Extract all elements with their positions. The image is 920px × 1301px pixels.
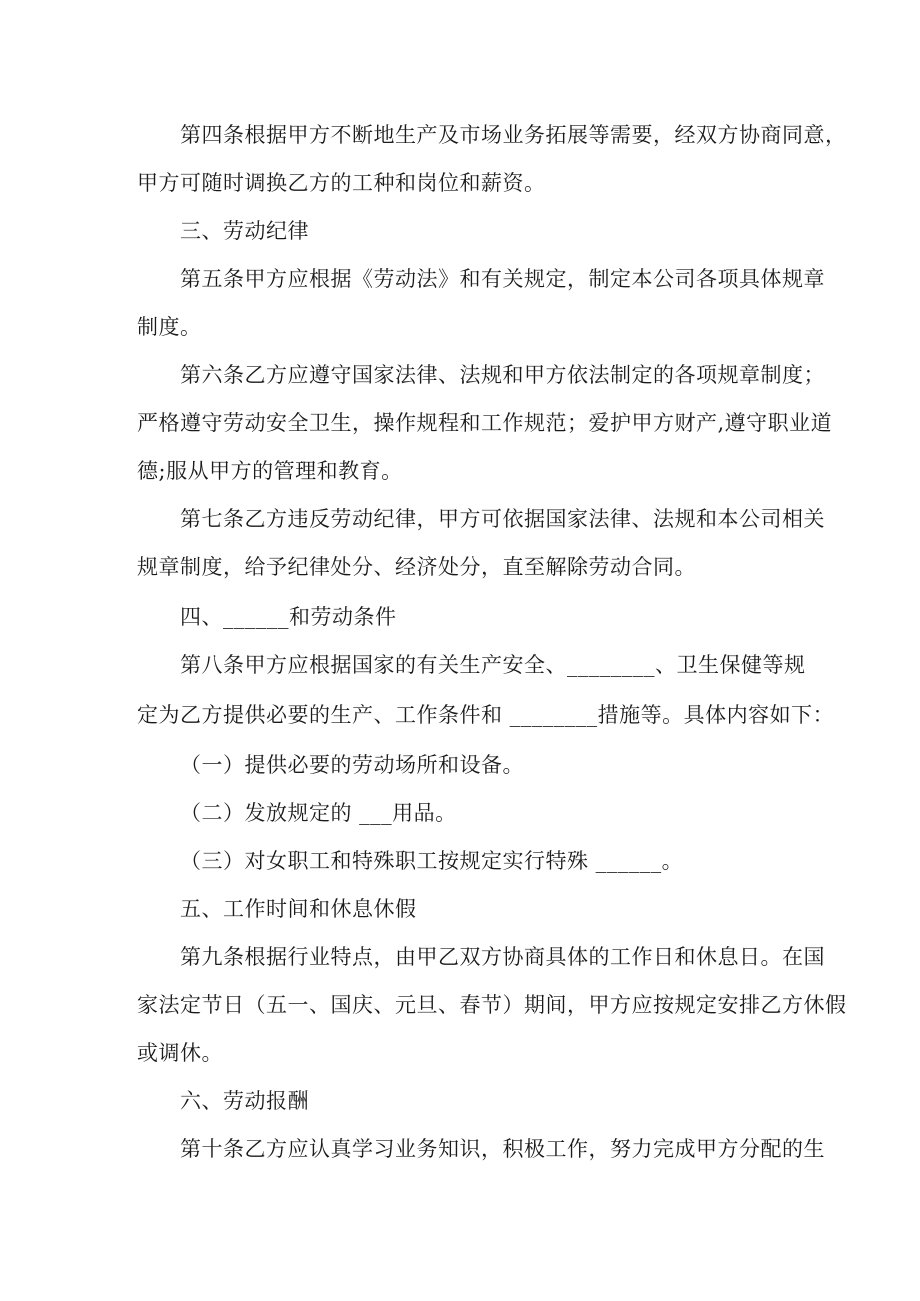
section-heading-labor-discipline: 三、劳动纪律 xyxy=(180,219,309,243)
article-9-line-2: 家法定节日（五一、国庆、元旦、春节）期间，甲方应按规定安排乙方休假 xyxy=(137,993,847,1017)
article-9-line-3: 或调休。 xyxy=(137,1041,223,1065)
article-4-line-1: 第四条根据甲方不断地生产及市场业务拓展等需要，经双方协商同意， xyxy=(180,123,847,147)
list-item-3: （三）对女职工和特殊职工按规定实行特殊 ______。 xyxy=(180,849,684,873)
article-7-line-2: 规章制度，给予纪律处分、经济处分，直至解除劳动合同。 xyxy=(137,555,696,579)
article-8-line-2: 定为乙方提供必要的生产、工作条件和 ________措施等。具体内容如下： xyxy=(137,703,835,727)
article-7-line-1: 第七条乙方违反劳动纪律，甲方可依据国家法律、法规和本公司相关 xyxy=(180,507,825,531)
section-heading-working-hours: 五、工作时间和休息休假 xyxy=(180,897,417,921)
section-heading-working-conditions: 四、______和劳动条件 xyxy=(180,605,397,629)
list-item-2: （二）发放规定的 ___用品。 xyxy=(180,801,457,825)
article-9-line-1: 第九条根据行业特点，由甲乙双方协商具体的工作日和休息日。在国 xyxy=(180,945,825,969)
article-5-line-1: 第五条甲方应根据《劳动法》和有关规定，制定本公司各项具体规章 xyxy=(180,267,825,291)
section-heading-remuneration: 六、劳动报酬 xyxy=(180,1089,309,1113)
article-6-line-1: 第六条乙方应遵守国家法律、法规和甲方依法制定的各项规章制度； xyxy=(180,363,825,387)
article-6-line-2: 严格遵守劳动安全卫生，操作规程和工作规范；爱护甲方财产,遵守职业道 xyxy=(137,411,833,435)
article-5-line-2: 制度。 xyxy=(137,315,202,339)
article-4-line-2: 甲方可随时调换乙方的工种和岗位和薪资。 xyxy=(137,171,546,195)
article-10-line-1: 第十条乙方应认真学习业务知识，积极工作，努力完成甲方分配的生 xyxy=(180,1137,825,1161)
list-item-1: （一）提供必要的劳动场所和设备。 xyxy=(180,753,524,777)
article-6-line-3: 德;服从甲方的管理和教育。 xyxy=(137,459,403,483)
article-8-line-1: 第八条甲方应根据国家的有关生产安全、________、卫生保健等规 xyxy=(180,653,806,677)
